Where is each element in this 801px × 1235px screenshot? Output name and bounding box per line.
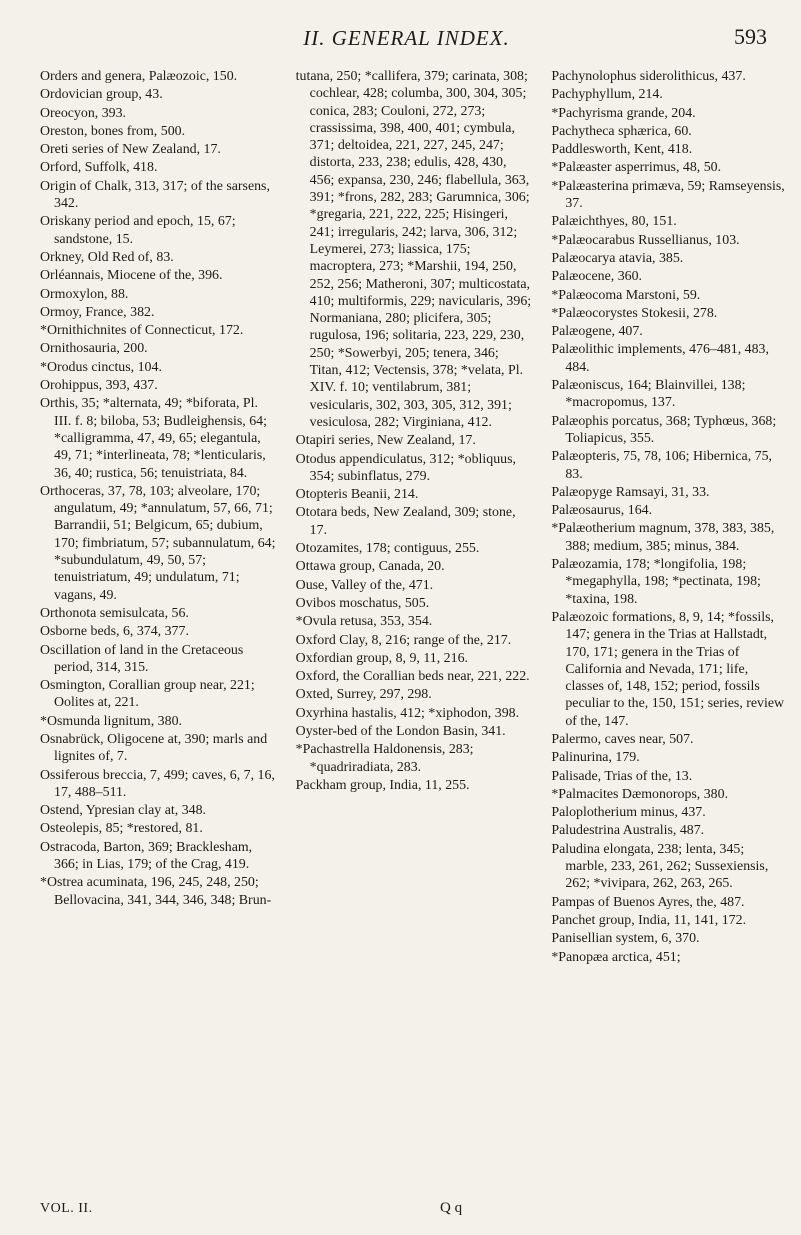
index-entry: Paludina elongata, 238; lenta, 345; marble, 233, 261, 262; Sussexiensis, 262; *vivipara, 262, 263, 265. [551,841,769,892]
index-column-3 [551,68,789,1205]
index-entry: Palæoniscus, 164; Blainvillei, 138; *macropomus, 137. [551,378,746,411]
index-entry: Paddlesworth, Kent, 418. [551,142,693,158]
index-entry: Packham group, India, 11, 255. [295,777,470,793]
index-entry: Palæolithic implements, 476–481, 483, 484. [551,342,769,375]
index-entry: Panisellian system, 6, 370. [551,931,700,947]
index-entry: Ornithosauria, 200. [40,341,148,357]
index-entry: *Orodus cinctus, 104. [40,359,162,375]
index-entry: Oreston, bones from, 500. [40,123,186,139]
index-entry: Ostend, Ypresian clay at, 348. [40,803,207,819]
index-entry: Pachytheca sphærica, 60. [551,123,692,139]
index-entry: Oreti series of New Zealand, 17. [40,142,221,158]
index-entry: Palæichthyes, 80, 151. [551,214,677,230]
index-entry: Ordovician group, 43. [40,87,163,103]
index-entry: Oxted, Surrey, 297, 298. [295,687,432,703]
index-entry: *Palæotherium magnum, 378, 383, 385, 388; medium, 385; minus, 384. [551,521,775,554]
index-entry: Otopteris Beanii, 214. [295,487,419,503]
index-entry: Osmington, Corallian group near, 221; Oolites at, 221. [40,678,255,711]
index-entry: *Ostrea acuminata, 196, 245, 248, 250; Bellovacina, 341, 344, 346, 348; Brun- [40,875,272,908]
index-entry: Orohippus, 393, 437. [40,378,158,394]
index-entry: Palæozoic formations, 8, 9, 14; *fossils, 147; genera in the Trias at Hallstadt, 170, 171; genera in the Trias of California and Nevada, 171; life, classes of, 148, 152; period, fossils peculiar to the, 150, 151; series, review of the, 147. [551,609,785,729]
index-entry: Palinurina, 179. [551,750,640,766]
index-entry: Origin of Chalk, 313, 317; of the sarsens, 342. [40,178,270,212]
index-entry: Oxford, the Corallian beds near, 221, 222. [295,669,530,685]
index-entry: tutana, 250; *callifera, 379; carinata, 308; cochlear, 428; columba, 300, 304, 305; conica, 283; Couloni, 272, 273; crassissima, 398, 400, 401; cymbula, 371; deltoidea, 221, 227, 245, 247; distorta, 233, 238; edulis, 428, 430, 456; expansa, 230, 246; flabellula, 363, 391; *frons, 282, 283; Garumnica, 306; *gregaria, 221, 222, 225; Hisingeri, 241; irregularis, 242; larva, 306, 312; Leymerei, 273; liassica, 175; macroptera, 273; *Marshii, 194, 250, 252, 256; Matheroni, 307; multicostata, 410; multiformis, 229; navicularis, 396; Normaniana, 280; plicifera, 305; rugulosa, 196; solitaria, 223, 229, 230, 250; *Sowerbyi, 205; tenera, 346; Titan, 412; Vectensis, 378; *velata, Pl. XIV. f. 10; ventilabrum, 381; vesicularis, 302, 303, 305, 312, 391; vesiculosa, 282; Virginiana, 412. [295,69,532,430]
index-entry: Osborne beds, 6, 374, 377. [40,624,189,640]
index-entry: Orthoceras, 37, 78, 103; alveolare, 170; angulatum, 49; *annulatum, 57, 66, 71; Barrandii, 51; Belgicum, 65; dubium, 170; fimbriatum, 57; subannulatum, 64; *subundulatum, 49, 50, 57; tenuistriatum, 49; undulatum, 71; vagans, 49. [40,483,276,603]
index-entry: Palæozamia, 178; *longifolia, 198; *megaphylla, 198; *pectinata, 198; *taxina, 198. [551,557,761,607]
index-entry: Pachyphyllum, 214. [551,87,663,103]
index-entry: Oriskany period and epoch, 15, 67; sandstone, 15. [40,214,236,247]
index-entry: Orthis, 35; *alternata, 49; *biforata, Pl. III. f. 8; biloba, 53; Budleighensis, 64; *calligramma, 47, 49, 65; elegantula, 49, 71; *interlineata, 78; *lenticularis, 36, 40; rustica, 56; tenuistriata, 84. [40,396,267,481]
index-entry: *Panopæa arctica, 451; [551,949,681,965]
index-entry: Ouse, Valley of the, 471. [295,577,434,593]
index-entry: Oreocyon, 393. [40,105,127,121]
index-entry: *Pachastrella Haldonensis, 283; *quadriradiata, 283. [295,742,474,775]
index-entry: Oyster-bed of the London Basin, 341. [295,723,506,739]
index-entry: *Osmunda lignitum, 380. [40,713,182,729]
index-entry: *Palæocoma Marstoni, 59. [551,287,701,303]
page-number: 593 [734,24,767,49]
index-entry: Oxyrhina hastalis, 412; *xiphodon, 398. [295,705,520,721]
index-entry: *Palæasterina primæva, 59; Ramseyensis, 37. [551,178,785,212]
index-entry: Otodus appendiculatus, 312; *obliquus, 354; subinflatus, 279. [295,451,516,484]
index-entry: Otapiri series, New Zealand, 17. [295,433,476,449]
index-entry: Oxford Clay, 8, 216; range of the, 217. [295,632,512,648]
index-entry: Palæophis porcatus, 368; Typhœus, 368; Toliapicus, 355. [551,413,777,446]
volume-label: VOL. II. [40,1201,93,1216]
running-title: II. GENERAL INDEX. [303,26,510,50]
index-entry: Pampas of Buenos Ayres, the, 487. [551,894,745,910]
index-entry: Orthonota semisulcata, 56. [40,605,189,621]
index-entry: Palisade, Trias of the, 13. [551,768,693,784]
index-entry: Palæosaurus, 164. [551,503,653,519]
index-entry: Orford, Suffolk, 418. [40,160,158,176]
index-entry: Pachynolophus siderolithicus, 437. [551,69,746,84]
index-entry: Ossiferous breccia, 7, 499; caves, 6, 7, 16, 17, 488–511. [40,767,275,800]
index-entry: *Ornithichnites of Connecticut, 172. [40,323,244,339]
index-entry: Osteolepis, 85; *restored, 81. [40,821,203,837]
index-entry: Ototara beds, New Zealand, 309; stone, 17. [295,505,516,538]
index-entry: Osnabrück, Oligocene at, 390; marls and lignites of, 7. [40,731,268,765]
index-entry: Palermo, caves near, 507. [551,731,694,747]
index-entry: Ovibos moschatus, 505. [295,595,430,611]
index-entry: Palæocarya atavia, 385. [551,250,684,266]
index-entry: *Palæocarabus Russellianus, 103. [551,232,740,248]
index-entry: Oxfordian group, 8, 9, 11, 216. [295,650,468,666]
index-entry: *Pachyrisma grande, 204. [551,105,696,121]
index-entry: Ormoxylon, 88. [40,286,129,302]
index-entry: Otozamites, 178; contiguus, 255. [295,541,480,557]
index-entry: Ottawa group, Canada, 20. [295,559,445,575]
index-entry: *Ovula retusa, 353, 354. [295,614,433,630]
index-entry: Ostracoda, Barton, 369; Bracklesham, 366; in Lias, 179; of the Crag, 419. [40,839,253,873]
index-entry: Paludestrina Australis, 487. [551,823,705,839]
index-column-1 [40,68,278,1205]
index-entry: Palæocene, 360. [551,269,642,285]
index-column-2 [296,68,534,1205]
page-header [40,24,773,56]
index-entry: Paloplotherium minus, 437. [551,805,706,821]
index-entry: Orders and genera, Palæozoic, 150. [40,69,238,84]
index-entry: Orléannais, Miocene of the, 396. [40,268,223,284]
index-entry: Palæopyge Ramsayi, 31, 33. [551,484,710,500]
index-entry: Ormoy, France, 382. [40,304,155,320]
index-entry: Palæopteris, 75, 78, 106; Hibernica, 75, 83. [551,449,773,482]
signature-mark: Q q [440,1200,463,1216]
index-entry: Oscillation of land in the Cretaceous period, 314, 315. [40,642,244,675]
index-entry: *Palmacites Dæmonorops, 380. [551,786,729,802]
index-entry: *Palæocorystes Stokesii, 278. [551,305,718,321]
index-entry: Orkney, Old Red of, 83. [40,249,174,265]
index-entry: *Palæaster asperrimus, 48, 50. [551,160,722,176]
index-entry: Panchet group, India, 11, 141, 172. [551,912,747,928]
index-entry: Palæogene, 407. [551,324,643,340]
index-columns [40,68,789,1205]
